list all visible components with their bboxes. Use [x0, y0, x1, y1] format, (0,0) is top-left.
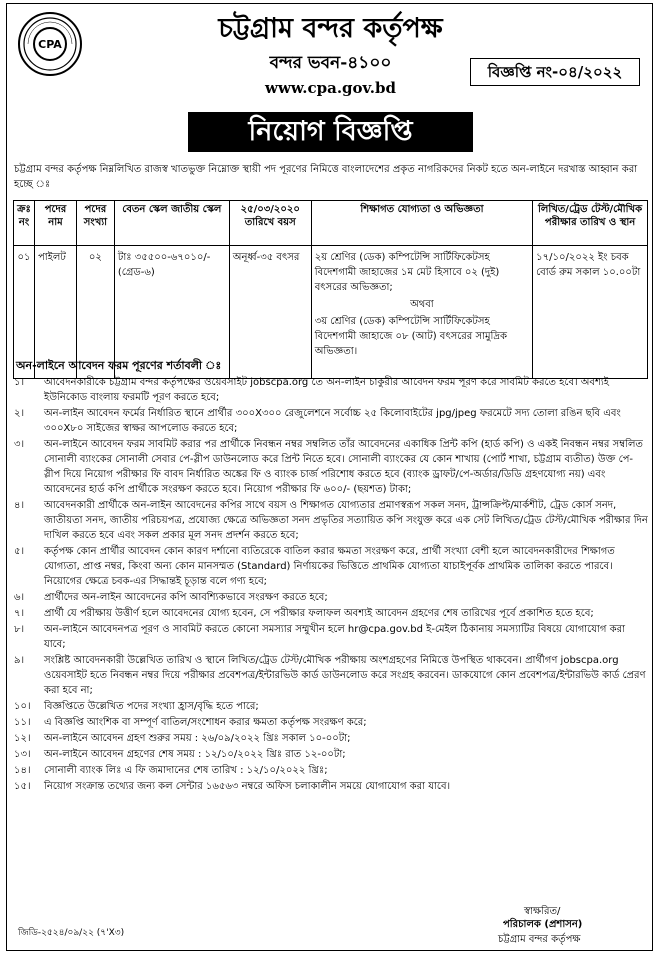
org-title: চট্টগ্রাম বন্দর কর্তৃপক্ষ — [218, 13, 443, 44]
notice-number: বিজ্ঞপ্তি নং-০৪/২০২২ — [470, 58, 640, 86]
cell-exam: ১৭/১০/২০২২ ইং চবক বোর্ড রুম সকাল ১০.০০টা — [533, 246, 648, 379]
th-scale: বেতন স্কেল জাতীয় স্কেল — [114, 201, 229, 246]
list-item: ৩। অন-লাইনে আবেদন ফরম সাবমিট করার পর প্রার্থীকে নিবন্ধন নম্বর সম্বলিত তাঁর আবেদনের একাধিক প্রিন্ট কপি (হার্ড কপি) ও একই নিবন্ধন নম্বর সম্বলিত সোনালী ব্যাংকের সোনালী সেবার পে-স্লীপ ডাউনলোড করে প্রিন্ট নিতে হবে। সোনালী ব্যাংকের যে কোন শাখায় (পোর্ট শাখা, চট্টগ্রাম ব্যতীত) উক্ত পে-স্লীপ দিয়ে নিয়োগ পরীক্ষার ফি বাবদ নির্ধারিত অঙ্কের ফি ও ব্যাংক চার্জ পরিশোধ করতে হবে (ব্যাংক ড্রাফট/পে-অর্ডার/ডিডি গ্রহণযোগ্য নয়) এবং আবেদনের হার্ড কপি প্রার্থীকে সংরক্ষণ করতে হবে। নিয়োগ পরীক্ষার ফি ৬০০/- (ছয়শত) টাকা; — [14, 439, 643, 495]
th-serial: ক্রঃ নং — [14, 201, 35, 246]
list-item: ১০। বিজ্ঞপ্তিতে উল্লেখিত পদের সংখ্যা হ্রাস/বৃদ্ধি হতে পারে; — [14, 701, 259, 712]
org-website: www.cpa.gov.bd — [265, 79, 396, 97]
list-item: ১১। এ বিজ্ঞপ্তি আংশিক বা সম্পূর্ণ বাতিল/সংশোধন করার ক্ষমতা কর্তৃপক্ষ সংরক্ষণ করে; — [14, 717, 367, 728]
th-exam: লিখিত/ট্রেড টেস্ট/মৌখিক পরীক্ষার তারিখ ও স্থান — [533, 201, 648, 246]
signature-office: চট্টগ্রাম বন্দর কর্তৃপক্ষ — [498, 934, 581, 945]
th-post: পদের নাম — [34, 201, 76, 246]
list-item: ১৫। নিয়োগ সংক্রান্ত তথ্যের জন্য কল সেন্টার ১৬৫৬৩ নম্বরে অফিস চলাকালীন সময়ে যোগাযোগ করা যাবে। — [14, 781, 451, 792]
qualification-1: ২য় শ্রেণির (ডেক) কম্পিটেন্সি সার্টিফিকেটসহ বিদেশগামী জাহাজের ১ম মেট হিসাবে ০২ (দুই) বৎসরের অভিজ্ঞতা; — [314, 252, 500, 293]
table-header-row — [14, 201, 648, 246]
svg-text:CPA: CPA — [38, 38, 62, 51]
cell-serial: ০১ — [14, 246, 35, 379]
qualification-2: ৩য় শ্রেণির (ডেক) কম্পিটেন্সি সার্টিফিকেটসহ বিদেশগামী জাহাজে ০৮ (আট) বৎসরের সামুদ্রিক অভিজ্ঞতা। — [314, 316, 508, 357]
job-table — [13, 200, 648, 379]
list-item: ৬। প্রার্থীদের অন-লাইন আবেদনের কপি আবশ্যিকভাবে সংরক্ষণ করতে হবে; — [14, 592, 328, 603]
signature-signed: স্বাক্ষরিত/ — [524, 906, 561, 917]
signature-designation: পরিচালক (প্রশাসন) — [503, 919, 583, 930]
list-item: ৯। সংশ্লিষ্ট আবেদনকারী উল্লেখিত তারিখ ও স্থানে লিখিত/ট্রেড টেস্ট/মৌখিক পরীক্ষায় অংশগ্রহণের নিমিত্তে উপস্থিত থাকবেন। প্রার্থীগণ jobscpa.org ওয়েবসাইট হতে নিবন্ধন নম্বর দিয়ে পরীক্ষার প্রবেশপত্র/ইন্টারভিউ কার্ড ডাউনলোড করে সংগ্রহ করবেন। ডাকযোগে কোন প্রবেশপত্র/ইন্টারভিউ কার্ড প্রেরণ করা হবে না; — [14, 655, 646, 696]
recruitment-banner: নিয়োগ বিজ্ঞপ্তি — [188, 112, 473, 152]
list-item: ১। আবেদনকারীকে চট্টগ্রাম বন্দর কর্তৃপক্ষের ওয়েবসাইট jobscpa.org তে অন-লাইন চাকুরীর আবেদন ফরম পূরণ করে সাবমিট করতে হবে। অবশ্যই ইউনিকোড বাংলায় ফরমটি পূরণ করতে হবে; — [14, 377, 610, 403]
list-item: ৮। অন-লাইনে আবেদনপত্র পূরণ ও সাবমিট করতে কোনো সমস্যার সম্মুখীন হলে hr@cpa.gov.bd ই-মেইল ঠিকানায় সমস্যাটির বিষয়ে যোগাযোগ করা যাবে; — [14, 624, 625, 650]
cell-scale: টাঃ ৩৫৫০০-৬৭০১০/- (গ্রেড-৬) — [114, 246, 229, 379]
list-item: ২। অন-লাইন আবেদন ফর্মের নির্ধারিত স্থানে প্রার্থীর ৩০০X৩০০ রেজুলেশনে সর্বোচ্চ ২৫ কিলোবাইটের jpg/jpeg ফরমেটে সদ্য তোলা রঙিন ছবি এবং ৩০০X৮০ সাইজের স্বাক্ষর আপলোড করতে হবে; — [14, 408, 621, 434]
cell-qualification — [311, 246, 532, 379]
intro-text: চট্টগ্রাম বন্দর কর্তৃপক্ষ নিম্নলিখিত রাজস্ব খাতভুক্ত নিম্নোক্ত স্থায়ী পদ পূরণের নিমিত্তে বাংলাদেশের প্রকৃত নাগরিকদের নিকট হতে অন-লাইনে দরখাস্ত আহ্বান করা হচ্ছে ঃ — [14, 164, 638, 190]
list-item: ৭। প্রার্থী যে পরীক্ষায় উত্তীর্ণ হলে আবেদনের যোগ্য হবেন, সে পরীক্ষার ফলাফল অবশ্যই আবেদন গ্রহণের শেষ তারিখের পূর্বে প্রকাশিত হতে হবে; — [14, 608, 594, 619]
cell-count: ০২ — [76, 246, 114, 379]
list-item: ৪। আবেদনকারী প্রার্থীকে অন-লাইন আবেদনের কপির সাথে বয়স ও শিক্ষাগত যোগ্যতার প্রমাণস্বরূপ সকল সনদ, ট্রান্সক্রিপ্ট/মার্কশীট, ট্রেড কোর্স সনদ, জাতীয়তা সনদ, জাতীয় পরিচয়পত্র, প্রযোজ্য ক্ষেত্রে অভিজ্ঞতা সনদ প্রভৃতির সত্যায়িত কপি সংযুক্ত করে এক সেট লিখিত/ট্রেড টেস্ট/মৌখিক পরীক্ষার দিন দাখিল করতে হবে এবং সকল প্রকার মূল সনদ প্রদর্শন করতে হবে; — [14, 500, 648, 541]
th-age: ২৫/০৩/২০২০ তারিখে বয়স — [229, 201, 311, 246]
conditions-title: অন-লাইনে আবেদন ফরম পূরণের শর্তাবলী ঃ — [16, 359, 222, 372]
list-item: ১৪। সোনালী ব্যাংক লিঃ এ ফি জমাদানের শেষ তারিখ : ১২/১০/২০২২ খ্রিঃ; — [14, 765, 328, 776]
list-item: ১২। অন-লাইনে আবেদন গ্রহণ শুরুর সময় : ২৬/০৯/২০২২ খ্রিঃ সকাল ১০-০০টা; — [14, 733, 351, 744]
gd-code: জিডি-২৫২৪/০৯/২২ (৭'X৩) — [18, 928, 125, 938]
list-item: ৫। কর্তৃপক্ষ কোন প্রার্থীর আবেদন কোন কারণ দর্শানো ব্যতিরেকে বাতিল করার ক্ষমতা সংরক্ষণ করে, প্রার্থী সংখ্যা বেশী হলে আবেদনকারীদের শিক্ষাগত যোগ্যতা, প্রাপ্ত নম্বর, কিংবা অন্য কোন মানসম্মত (Standard) নির্ণায়কের ভিত্তিতে প্রাথমিক যোগ্যতা যাচাইপূর্বক প্রাথমিক তালিকা করতে পারবে। নিয়োগের ক্ষেত্রে চবক-এর সিদ্ধান্তই চূড়ান্ত বলে গণ্য হবে; — [14, 546, 615, 587]
org-address: বন্দর ভবন-৪১০০ — [269, 53, 392, 73]
conditions-list — [14, 375, 648, 795]
cell-age: অনূর্ধ্ব-৩৫ বৎসর — [229, 246, 311, 379]
qualification-or: অথবা — [410, 299, 434, 310]
th-count: পদের সংখ্যা — [76, 201, 114, 246]
cell-post: পাইলট — [34, 246, 76, 379]
th-qualification: শিক্ষাগত যোগ্যতা ও অভিজ্ঞতা — [311, 201, 532, 246]
list-item: ১৩। অন-লাইনে আবেদন গ্রহণের শেষ সময় : ১২/১০/২০২২ খ্রিঃ রাত ১২-০০টা; — [14, 749, 346, 760]
